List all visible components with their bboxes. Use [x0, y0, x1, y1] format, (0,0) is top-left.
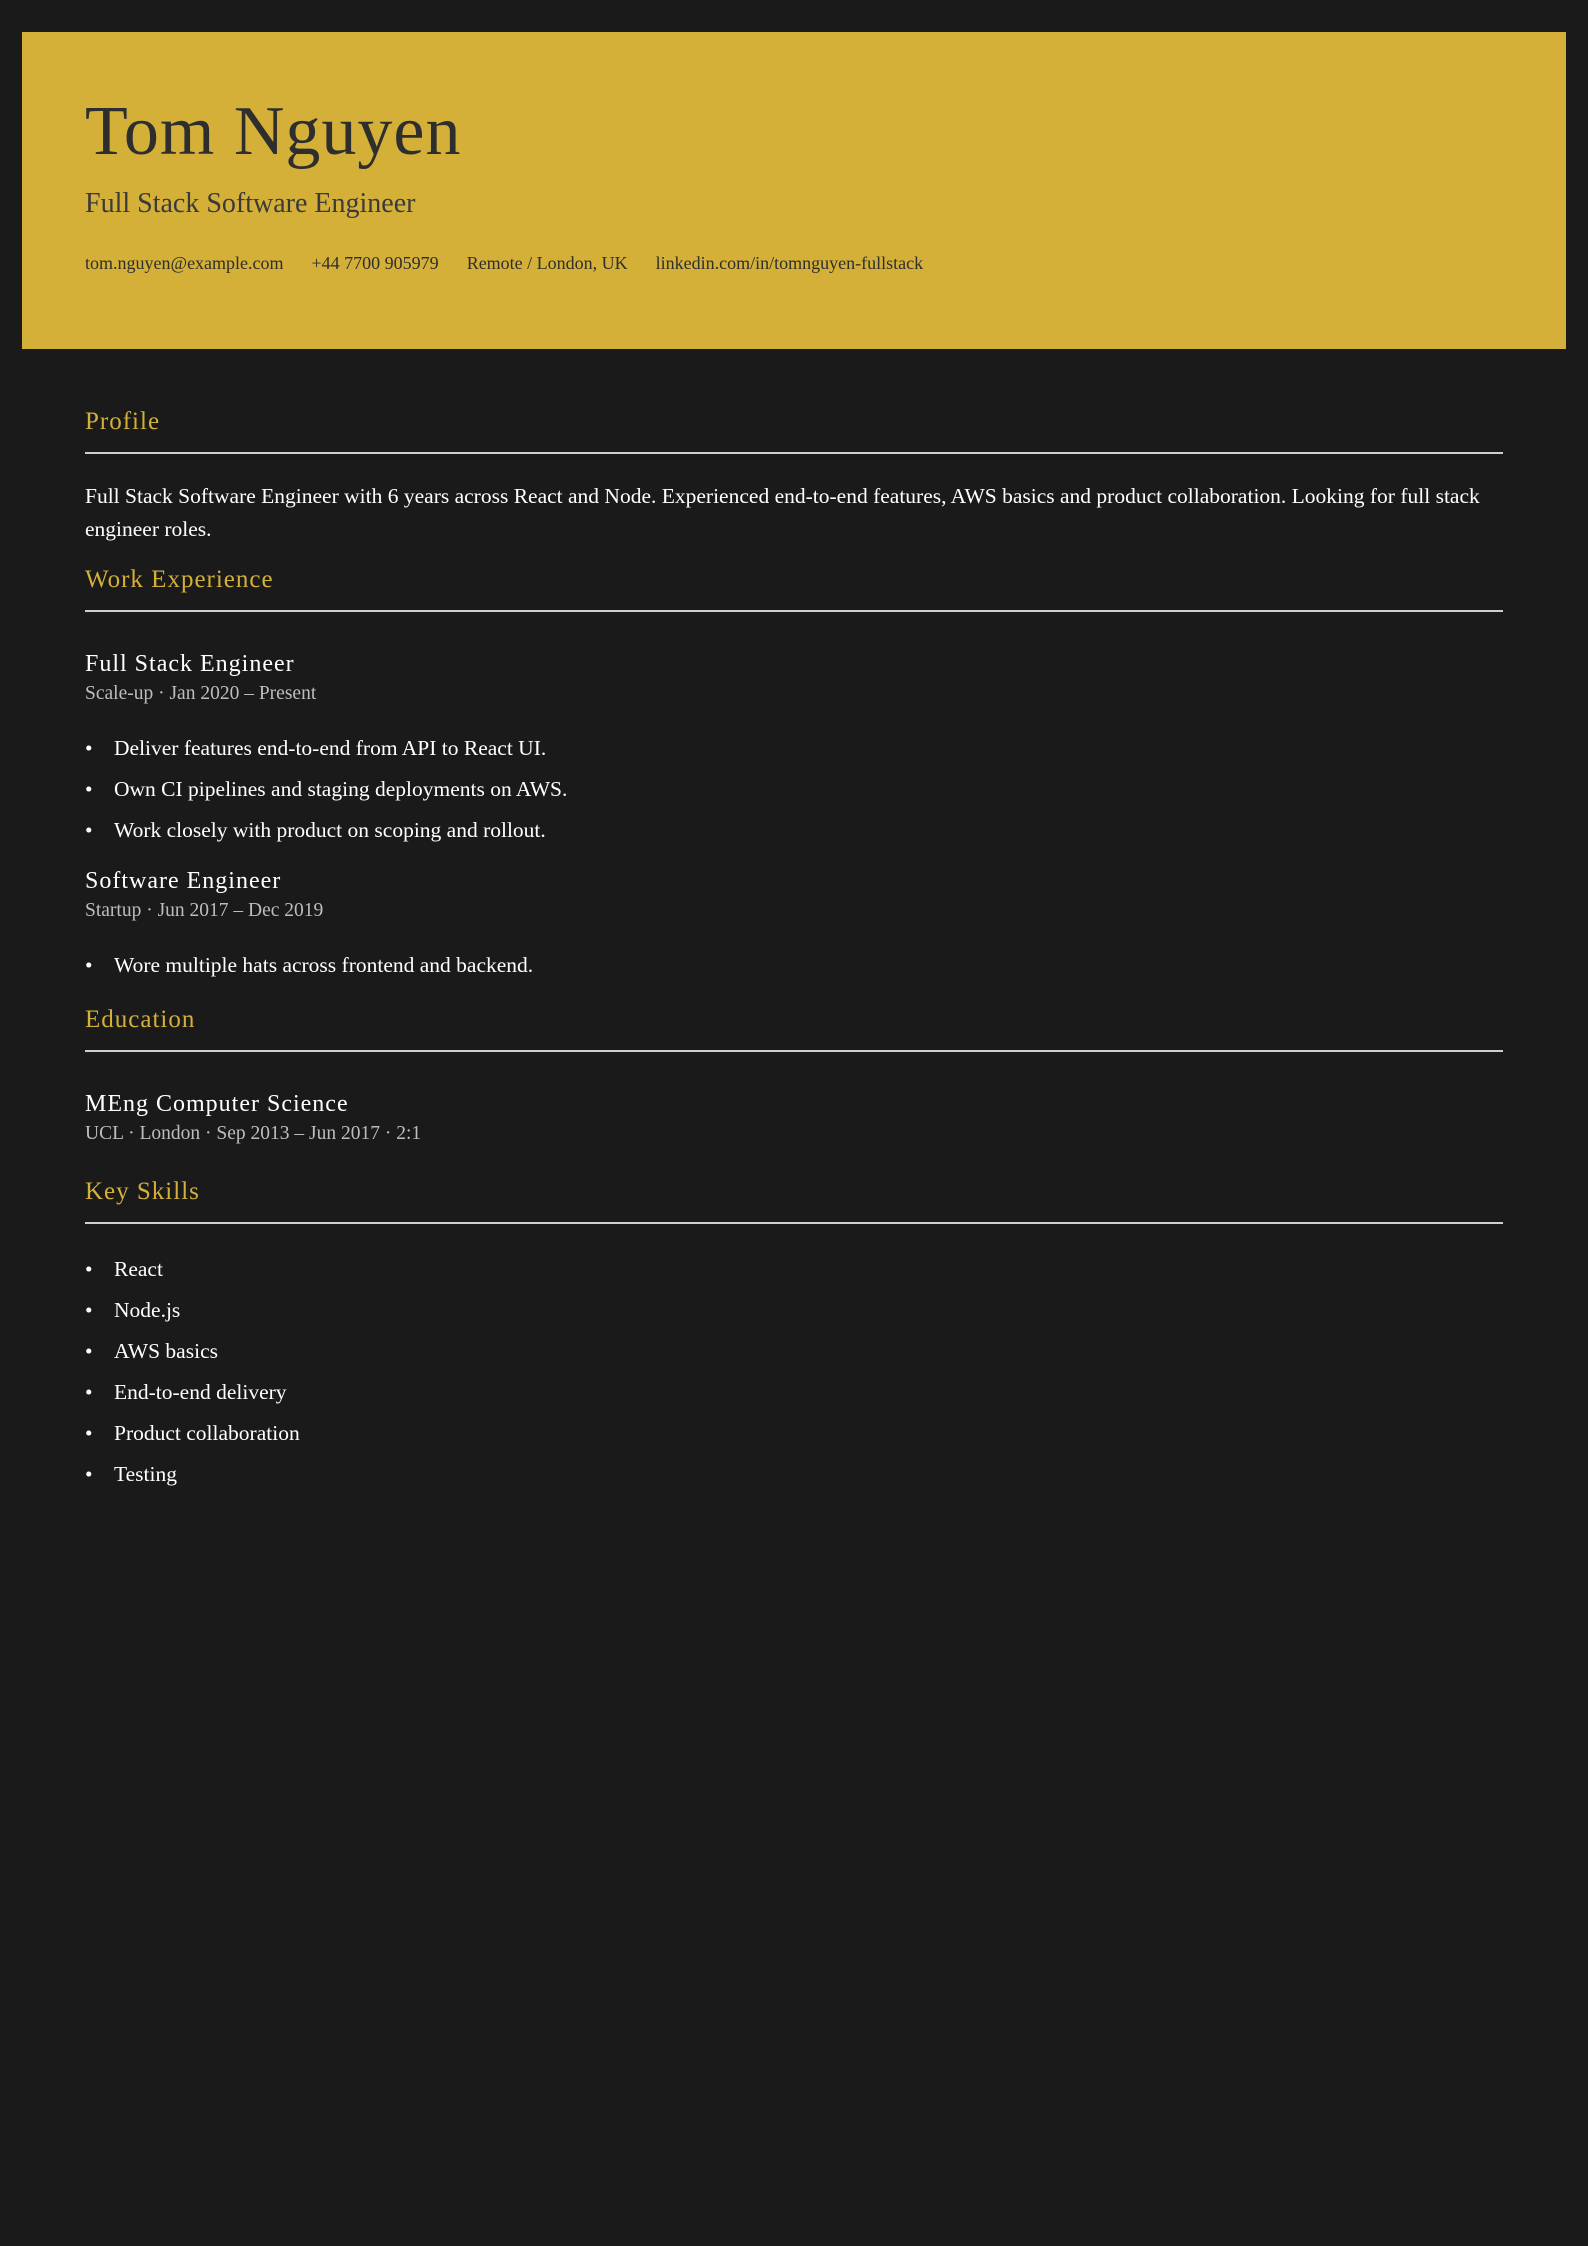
skills-section: [85, 1176, 1503, 1495]
section-heading-experience: Work Experience: [85, 566, 274, 593]
section-heading-profile: Profile: [85, 408, 161, 435]
job-meta: Startup · Jun 2017 – Dec 2019: [85, 900, 324, 921]
section-divider: [85, 452, 1503, 454]
degree-title: MEng Computer Science: [85, 1091, 349, 1117]
candidate-title: Full Stack Software Engineer: [85, 188, 416, 219]
job-entry: [85, 865, 1503, 986]
profile-section: [85, 406, 1503, 546]
contact-email[interactable]: tom.nguyen@example.com: [85, 253, 284, 273]
contact-location: Remote / London, UK: [466, 253, 628, 273]
education-section: [85, 1004, 1503, 1148]
contact-linkedin[interactable]: linkedin.com/in/tomnguyen-fullstack: [655, 253, 924, 273]
skill-item: • End-to-end delivery: [85, 1372, 1503, 1413]
job-bullet: • Deliver features end-to-end from API to React UI.: [85, 728, 1503, 769]
candidate-name: Tom Nguyen: [85, 93, 462, 170]
resume-body: [85, 406, 1503, 1495]
job-entry: [85, 648, 1503, 851]
experience-section: [85, 564, 1503, 986]
job-bullet: • Work closely with product on scoping and rollout.: [85, 810, 1503, 851]
job-bullet: • Own CI pipelines and staging deployments on AWS.: [85, 769, 1503, 810]
section-divider: [85, 1222, 1503, 1224]
section-divider: [85, 610, 1503, 612]
section-divider: [85, 1050, 1503, 1052]
skill-item: • AWS basics: [85, 1331, 1503, 1372]
job-title: Software Engineer: [85, 868, 282, 894]
skill-item: • Testing: [85, 1454, 1503, 1495]
degree-meta: UCL · London · Sep 2013 – Jun 2017 · 2:1: [85, 1123, 422, 1144]
skill-item: • Product collaboration: [85, 1413, 1503, 1454]
contact-phone[interactable]: +44 7700 905979: [311, 253, 439, 273]
resume-header: [22, 32, 1566, 349]
job-title: Full Stack Engineer: [85, 651, 295, 677]
skills-list: [85, 1249, 1503, 1495]
section-heading-education: Education: [85, 1006, 196, 1033]
education-entry: [85, 1088, 1503, 1148]
job-bullet: • Wore multiple hats across frontend and backend.: [85, 945, 1503, 986]
contact-info: [85, 252, 923, 275]
job-bullets: [85, 945, 1503, 986]
job-meta: Scale-up · Jan 2020 – Present: [85, 683, 317, 704]
skill-item: • Node.js: [85, 1290, 1503, 1331]
job-bullets: [85, 728, 1503, 851]
profile-summary: Full Stack Software Engineer with 6 years across React and Node. Experienced end-to-end features, AWS basics and product collaboration. Looking for full stack engineer roles.: [85, 484, 1480, 541]
skill-item: • React: [85, 1249, 1503, 1290]
section-heading-skills: Key Skills: [85, 1178, 200, 1205]
